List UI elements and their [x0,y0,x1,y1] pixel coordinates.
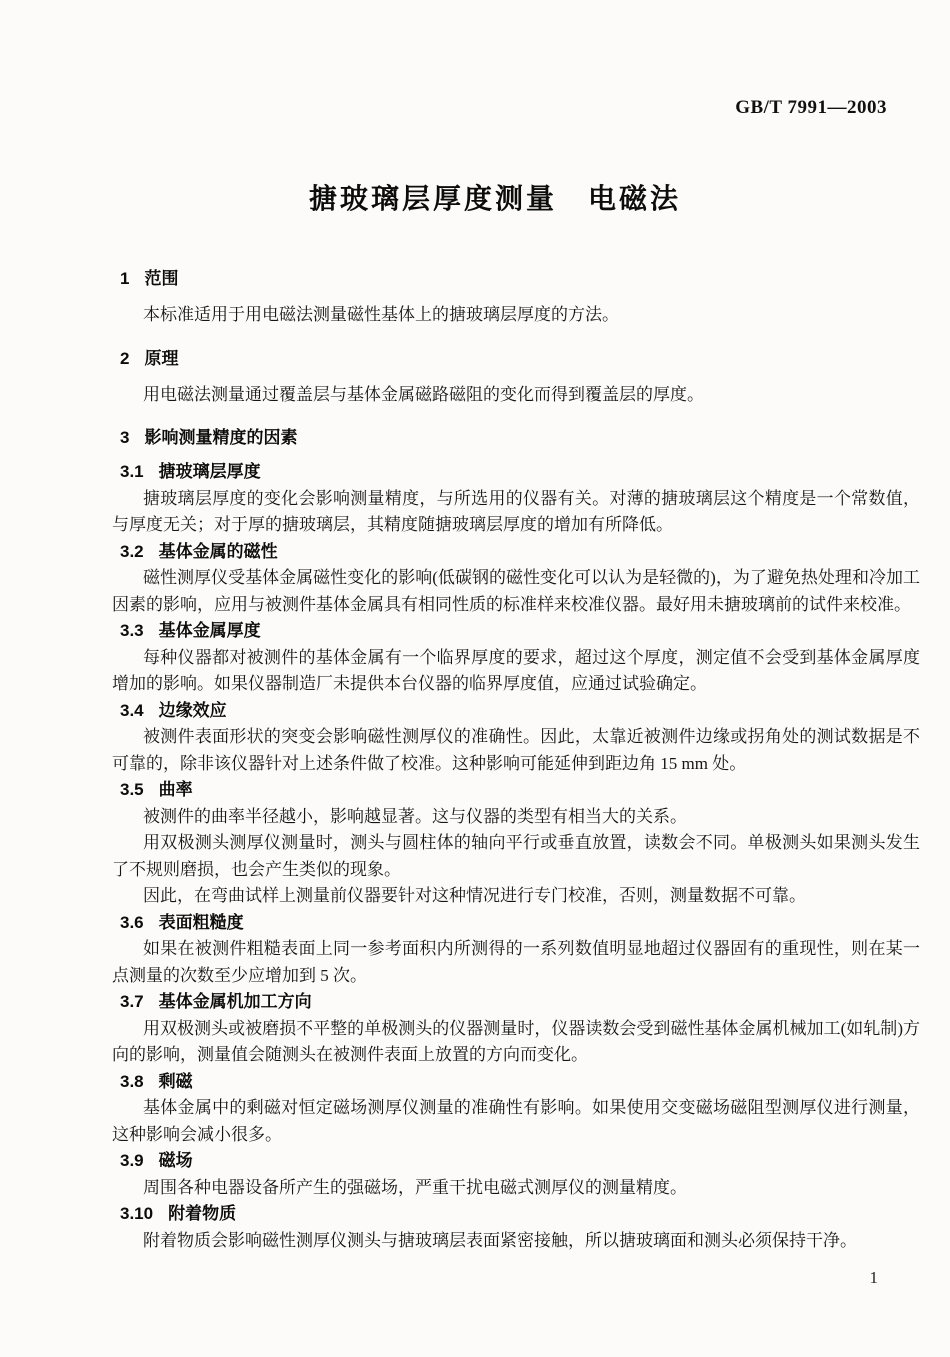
subsection-title: 表面粗糙度 [158,912,244,932]
section-title: 范围 [144,269,179,288]
subsection-heading-3-6 [112,910,920,937]
subsection-title: 磁场 [158,1151,193,1170]
section-heading-principle [112,345,920,372]
subsection-title: 曲率 [158,780,193,799]
paragraph: 用双极测头或被磨损不平整的单极测头的仪器测量时，仪器读数会受到磁性基体金属机械加工(如轧制)方向的影响，测量值会随测头在被测件表面上放置的方向而变化。 [112,1018,920,1064]
section-title: 原理 [144,348,179,368]
subsection-title: 附着物质 [168,1204,237,1223]
section-number: 2 [120,348,130,368]
subsection-heading-3-1 [112,459,920,486]
paragraph: 基体金属中的剩磁对恒定磁场测厚仪测量的准确性有影响。如果使用交变磁场磁阻型测厚仪进行测量，这种影响会减小很多。 [112,1098,920,1144]
subsection-title: 搪玻璃层厚度 [158,462,261,481]
section-title: 影响测量精度的因素 [144,428,298,447]
subsection-title: 剩磁 [158,1071,193,1091]
page-number: 1 [869,1268,878,1287]
subsection-heading-3-2 [112,539,920,566]
subsection-number: 3.2 [120,541,144,561]
subsection-title: 基体金属机加工方向 [158,992,312,1011]
subsection-heading-3-9 [112,1148,920,1175]
subsection-heading-3-8 [112,1069,920,1096]
section-heading-scope [112,265,920,292]
standard-code: GB/T 7991—2003 [735,97,887,118]
section-heading-factors [112,424,920,451]
subsection-heading-3-4 [112,698,920,725]
paragraph: 用双极测头测厚仪测量时，测头与圆柱体的轴向平行或垂直放置，读数会不同。单极测头如果测头发生了不规则磨损，也会产生类似的现象。 [112,833,920,879]
paragraph: 搪玻璃层厚度的变化会影响测量精度，与所选用的仪器有关。对薄的搪玻璃层这个精度是一个常数值，与厚度无关；对于厚的搪玻璃层，其精度随搪玻璃层厚度的增加有所降低。 [112,488,920,534]
paragraph: 附着物质会影响磁性测厚仪测头与搪玻璃层表面紧密接触，所以搪玻璃面和测头必须保持干净。 [143,1230,857,1250]
paragraph: 磁性测厚仪受基体金属磁性变化的影响(低碳钢的磁性变化可以认为是轻微的)，为了避免热处理和冷加工因素的影响，应用与被测件基体金属具有相同性质的标准样来校准仪器。最好用未搪玻璃前的试件来校准。 [112,568,920,614]
paragraph: 如果在被测件粗糙表面上同一参考面积内所测得的一系列数值明显地超过仪器固有的重现性，则在某一点测量的次数至少应增加到 5 次。 [112,939,920,985]
subsection-title: 基体金属厚度 [158,621,261,640]
paragraph: 每种仪器都对被测件的基体金属有一个临界厚度的要求，超过这个厚度，测定值不会受到基体金属厚度增加的影响。如果仪器制造厂未提供本台仪器的临界厚度值，应通过试验确定。 [112,647,920,693]
subsection-heading-3-3 [112,618,920,645]
subsection-heading-3-7 [112,989,920,1016]
subsection-number: 3.5 [120,780,144,799]
subsection-heading-3-5 [112,777,920,804]
subsection-heading-3-10 [112,1201,920,1228]
subsection-number: 3.3 [120,621,144,640]
paragraph: 用电磁法测量通过覆盖层与基体金属磁路磁阻的变化而得到覆盖层的厚度。 [143,384,704,404]
subsection-number: 3.8 [120,1071,144,1091]
paragraph: 被测件的曲率半径越小，影响越显著。这与仪器的类型有相当大的关系。 [143,806,687,826]
subsection-number: 3.10 [120,1204,154,1223]
section-number: 3 [120,428,130,447]
paragraph: 本标准适用于用电磁法测量磁性基体上的搪玻璃层厚度的方法。 [143,305,619,324]
document-title: 搪玻璃层厚度测量 电磁法 [308,183,681,214]
paragraph: 被测件表面形状的突变会影响磁性测厚仪的准确性。因此，太靠近被测件边缘或拐角处的测试数据是不可靠的，除非该仪器针对上述条件做了校准。这种影响可能延伸到距边角 15 mm 处。 [112,727,920,773]
subsection-number: 3.9 [120,1151,144,1170]
paragraph: 因此，在弯曲试样上测量前仪器要针对这种情况进行专门校准，否则，测量数据不可靠。 [143,886,806,905]
section-number: 1 [120,269,130,288]
subsection-number: 3.4 [120,700,144,720]
paragraph: 周围各种电器设备所产生的强磁场，严重干扰电磁式测厚仪的测量精度。 [143,1177,687,1197]
subsection-title: 边缘效应 [158,700,227,720]
subsection-number: 3.1 [120,462,144,481]
subsection-title: 基体金属的磁性 [158,541,278,561]
subsection-number: 3.7 [120,992,144,1011]
subsection-number: 3.6 [120,912,144,932]
document-body [0,265,950,1254]
